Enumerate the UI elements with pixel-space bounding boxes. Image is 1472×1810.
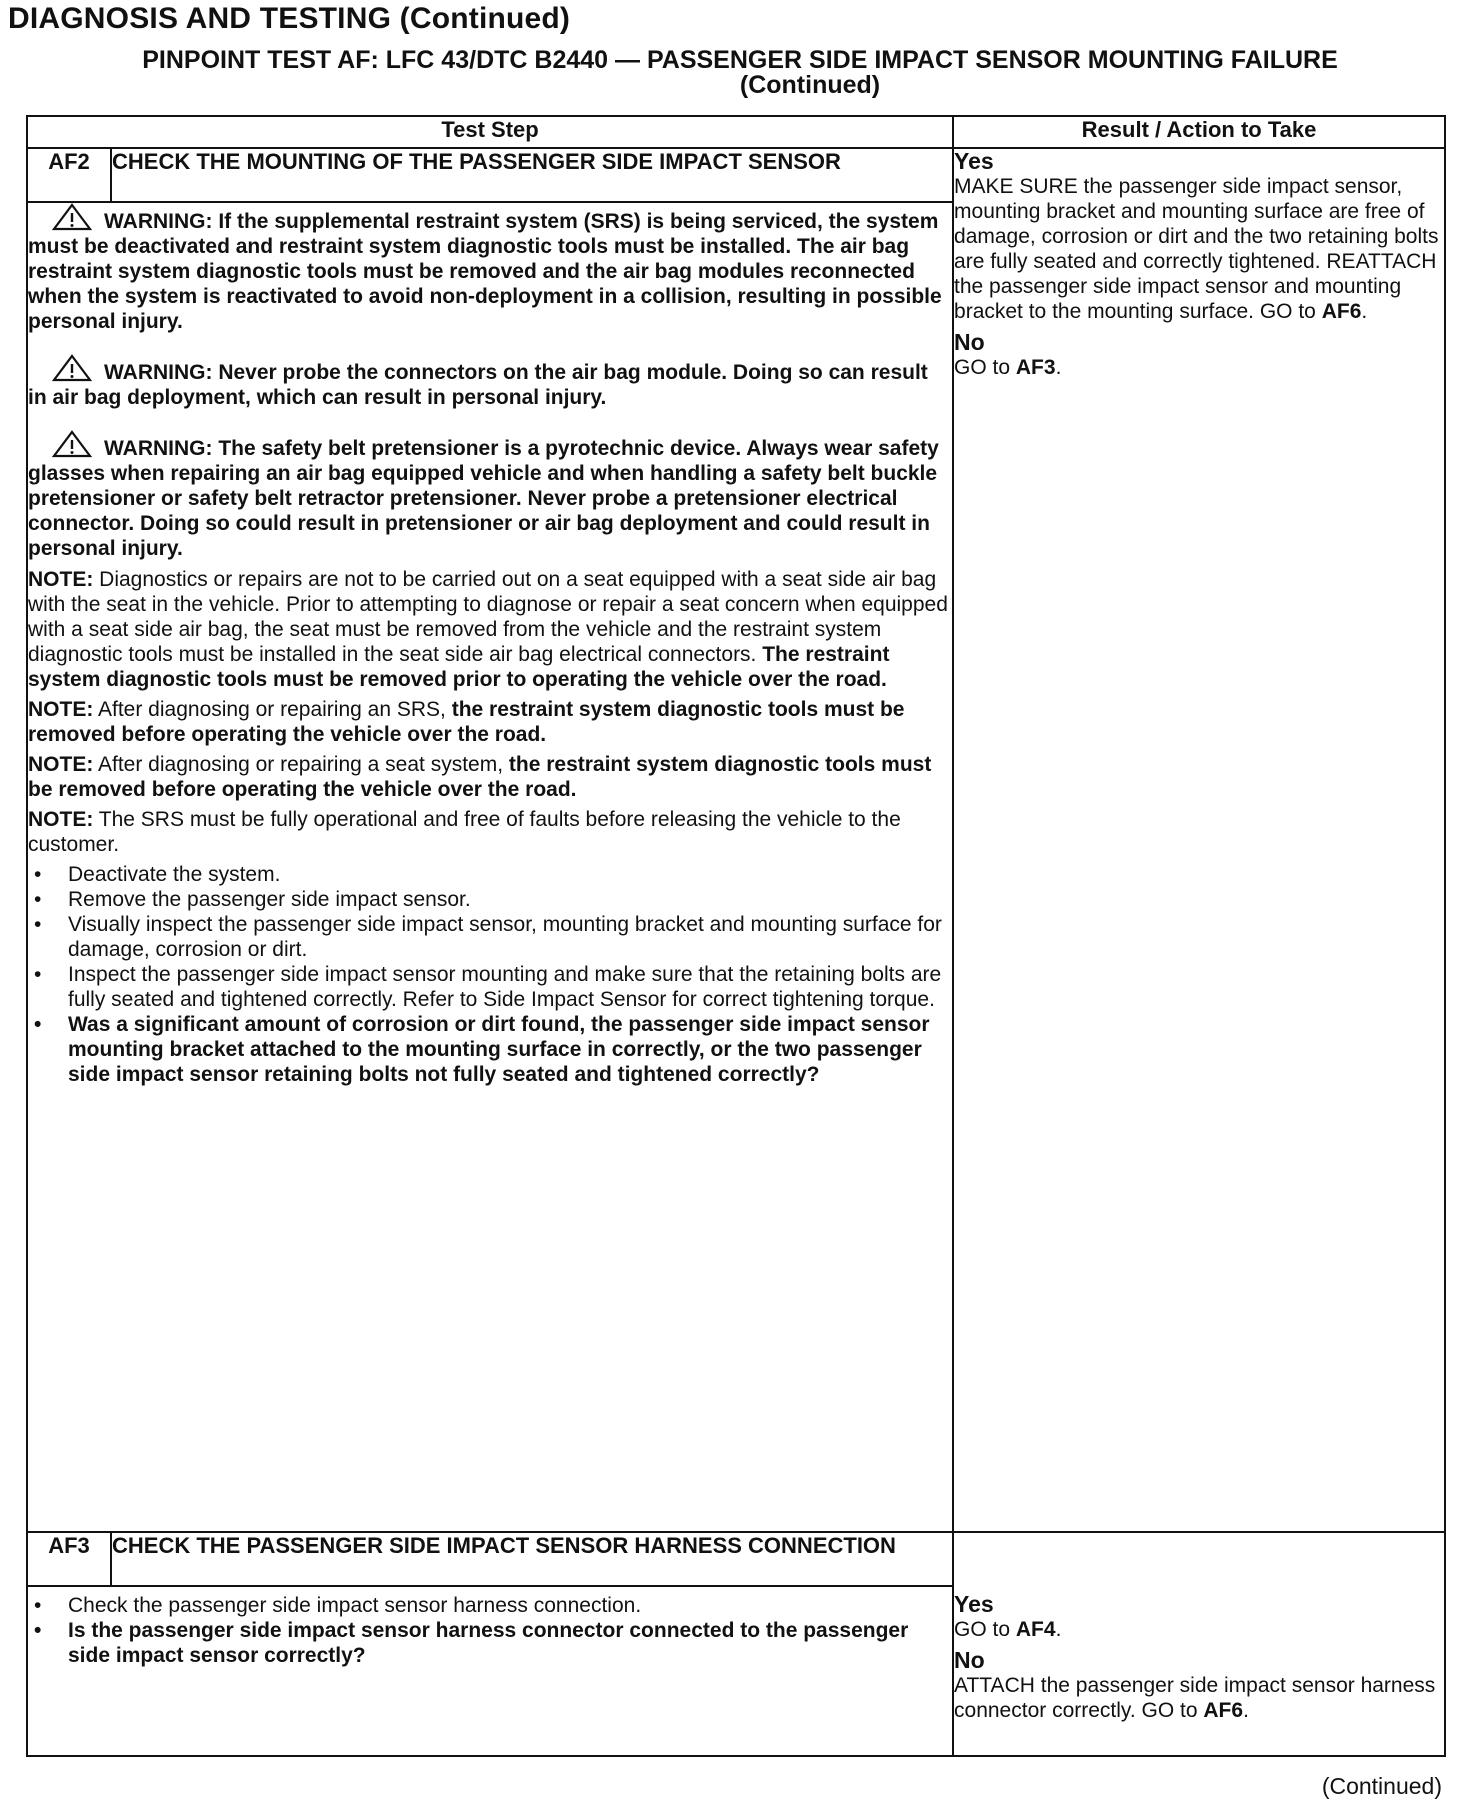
result-no-action: ATTACH the passenger side impact sensor harness connector correctly. GO to bbox=[954, 1674, 1436, 1722]
step-result-af2 bbox=[953, 148, 1445, 1532]
step-body-af2 bbox=[27, 202, 953, 1532]
step-question-af3: • Is the passenger side impact sensor harness connector connected to the passenger side impact sensor correctly? bbox=[28, 1618, 952, 1668]
step-question-af2: • Was a significant amount of corrosion or dirt found, the passenger side impact sensor mounting bracket attached to the mounting surface in correctly, or the two passenger side impact sensor retaining bolts not fully seated and tightened correctly? bbox=[28, 1012, 952, 1087]
step-title-row-af3 bbox=[27, 1532, 1445, 1586]
list-item: • Visually inspect the passenger side impact sensor, mounting bracket and mounting surface for damage, corrosion or dirt. bbox=[28, 912, 952, 962]
result-yes-text: MAKE SURE the passenger side impact sensor, mounting bracket and mounting surface are free of damage, corrosion or dirt and the two retaining bolts are fully seated and correctly tightened. REATTACH the passenger side impact sensor and mounting bracket to the mounting surface. GO to AF6. bbox=[954, 175, 1439, 323]
warning-triangle-icon bbox=[52, 203, 92, 231]
note-label: NOTE: bbox=[28, 808, 94, 831]
pinpoint-test-table bbox=[26, 115, 1446, 1757]
note-text: After diagnosing or repairing a seat system, bbox=[93, 753, 509, 776]
step-title-af2: CHECK THE MOUNTING OF THE PASSENGER SIDE IMPACT SENSOR bbox=[111, 148, 953, 202]
warning-triangle-icon bbox=[52, 354, 92, 382]
result-yes-text: GO to AF4. bbox=[954, 1618, 1062, 1641]
note-label: NOTE: bbox=[28, 753, 94, 776]
warning-text: WARNING: Never probe the connectors on the air bag module. Doing so can result in air bag deployment, which can result in personal injury. bbox=[28, 361, 928, 409]
note-emphasis: the restraint system diagnostic tools must be removed before operating the vehicle over the road. bbox=[28, 698, 905, 746]
result-yes-label: Yes bbox=[954, 148, 994, 174]
result-no-label: No bbox=[954, 1647, 985, 1673]
warning-triangle-icon bbox=[52, 430, 92, 458]
result-yes-label: Yes bbox=[954, 1591, 994, 1617]
result-no-label: No bbox=[954, 329, 985, 355]
result-yes-goto: AF6 bbox=[1321, 300, 1362, 323]
note-emphasis: The restraint system diagnostic tools must be removed prior to operating the vehicle over the road. bbox=[28, 643, 890, 691]
note-srs-operational bbox=[28, 807, 952, 857]
result-no-text: GO to AF3. bbox=[954, 356, 1062, 379]
result-no-goto: AF3 bbox=[1015, 356, 1056, 379]
pinpoint-test-title bbox=[40, 48, 1440, 98]
note-text: Diagnostics or repairs are not to be carried out on a seat equipped with a seat side air bag with the seat in the vehicle. Prior to attempting to diagnose or repair a seat concern when equipped with a seat side air bag, the seat must be removed from the vehicle and the restraint system diagnostic tools must be installed in the seat side air bag electrical connectors. bbox=[28, 568, 948, 666]
result-no-af3 bbox=[954, 1648, 1444, 1723]
list-item: • Check the passenger side impact sensor harness connection. bbox=[28, 1593, 952, 1618]
result-no-text: ATTACH the passenger side impact sensor harness connector correctly. GO to AF6. bbox=[954, 1674, 1436, 1722]
note-after-seat-system bbox=[28, 752, 952, 802]
warning-probe-connectors bbox=[28, 354, 952, 410]
note-text: After diagnosing or repairing an SRS, bbox=[93, 698, 452, 721]
warning-text: WARNING: The safety belt pretensioner is a pyrotechnic device. Always wear safety glasses when repairing an air bag equipped vehicle and when handling a safety belt buckle pretensioner or safety belt retractor pretensioner. Never probe a pretensioner electrical connector. Doing so could result in pretensioner or air bag deployment and could result in personal injury. bbox=[28, 437, 939, 560]
result-no-goto: AF6 bbox=[1203, 1699, 1244, 1722]
action-list-af3 bbox=[28, 1593, 952, 1668]
note-text: The SRS must be fully operational and free of faults before releasing the vehicle to the customer. bbox=[28, 808, 901, 856]
result-yes-action: GO to bbox=[954, 1618, 1016, 1641]
note-label: NOTE: bbox=[28, 568, 94, 591]
list-item: • Remove the passenger side impact sensor. bbox=[28, 887, 952, 912]
action-list-af2 bbox=[28, 862, 952, 1087]
continued-footer: (Continued) bbox=[1321, 1773, 1442, 1799]
result-header: Result / Action to Take bbox=[953, 116, 1445, 148]
result-no-action: GO to bbox=[954, 356, 1016, 379]
pinpoint-test-title-line1: PINPOINT TEST AF: LFC 43/DTC B2440 — PASSENGER SIDE IMPACT SENSOR MOUNTING FAILURE bbox=[142, 46, 1338, 74]
test-step-header: Test Step bbox=[27, 116, 953, 148]
note-emphasis: the restraint system diagnostic tools must be removed before operating the vehicle over the road. bbox=[28, 753, 932, 801]
page-title: DIAGNOSIS AND TESTING (Continued) bbox=[8, 2, 571, 35]
result-yes-action: MAKE SURE the passenger side impact sensor, mounting bracket and mounting surface are free of damage, corrosion or dirt and the two retaining bolts are fully seated and correctly tightened. REATTACH the passenger side impact sensor and mounting bracket to the mounting surface. GO to bbox=[954, 175, 1439, 323]
table-header-row bbox=[27, 116, 1445, 148]
note-after-srs bbox=[28, 697, 952, 747]
note-label: NOTE: bbox=[28, 698, 94, 721]
pinpoint-test-title-continued: (Continued) bbox=[739, 71, 881, 99]
result-yes-af3 bbox=[954, 1592, 1444, 1642]
step-id-af3: AF3 bbox=[27, 1532, 111, 1586]
warning-srs-service bbox=[28, 203, 952, 334]
warning-text: WARNING: If the supplemental restraint system (SRS) is being serviced, the system must be deactivated and restraint system diagnostic tools must be installed. The air bag restraint system diagnostic tools must be removed and the air bag modules reconnected when the system is reactivated to avoid non-deployment in a collision, resulting in possible personal injury. bbox=[28, 210, 942, 333]
result-yes-af2 bbox=[954, 149, 1444, 324]
step-result-af3 bbox=[953, 1532, 1445, 1756]
list-item: • Deactivate the system. bbox=[28, 862, 952, 887]
list-item: • Inspect the passenger side impact sensor mounting and make sure that the retaining bolts are fully seated and tightened correctly. Refer to Side Impact Sensor for correct tightening torque. bbox=[28, 962, 952, 1012]
result-no-af2 bbox=[954, 330, 1444, 380]
warning-pretensioner bbox=[28, 430, 952, 561]
step-body-af3 bbox=[27, 1586, 953, 1756]
step-id-af2: AF2 bbox=[27, 148, 111, 202]
note-seat-side-air-bag bbox=[28, 567, 952, 692]
result-yes-goto: AF4 bbox=[1015, 1618, 1056, 1641]
step-title-af3: CHECK THE PASSENGER SIDE IMPACT SENSOR HARNESS CONNECTION bbox=[111, 1532, 953, 1586]
step-title-row-af2 bbox=[27, 148, 1445, 202]
